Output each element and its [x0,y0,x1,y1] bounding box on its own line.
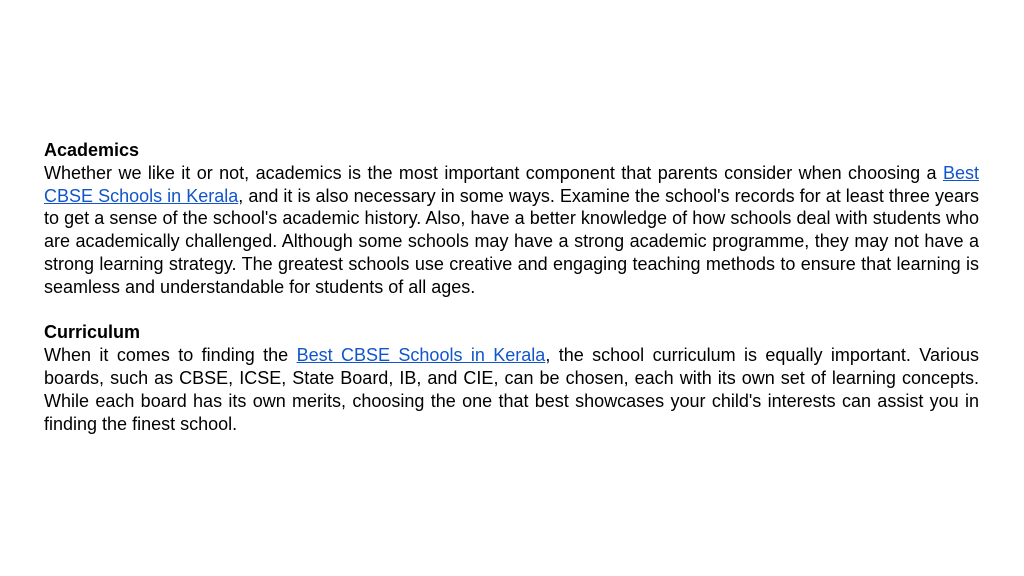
curriculum-heading: Curriculum [44,322,141,343]
curriculum-text-after-link: , the school curriculum is equally important. Various boards, such as CBSE, ICSE, State Board, IB, and CIE, can be chosen, each with its own set of learning concepts. While each board has its own merits, choosing the one that best showcases your child's interests can assist you in finding the finest school. [44,345,979,434]
academics-text-before-link: Whether we like it or not, academics is the most important component that parents consider when choosing a [44,162,943,183]
curriculum-cbse-schools-link[interactable]: Best CBSE Schools in Kerala [296,345,546,366]
academics-cbse-schools-link[interactable]: Best CBSE Schools in Kerala [44,162,979,206]
curriculum-section [44,321,979,435]
academics-text-after-link: , and it is also necessary in some ways. Examine the school's records for at least three years to get a sense of the school's academic history. Also, have a better knowledge of how schools deal with students who are academically challenged. Although some schools may have a strong academic programme, they may not have a strong learning strategy. The greatest schools use creative and engaging teaching methods to ensure that learning is seamless and understandable for students of all ages. [44,185,979,297]
document-body [44,139,979,435]
academics-section [44,139,979,299]
academics-heading: Academics [44,140,140,160]
curriculum-text-before-link: When it comes to finding the [44,345,297,366]
curriculum-paragraph [44,344,979,435]
academics-paragraph [44,162,979,299]
